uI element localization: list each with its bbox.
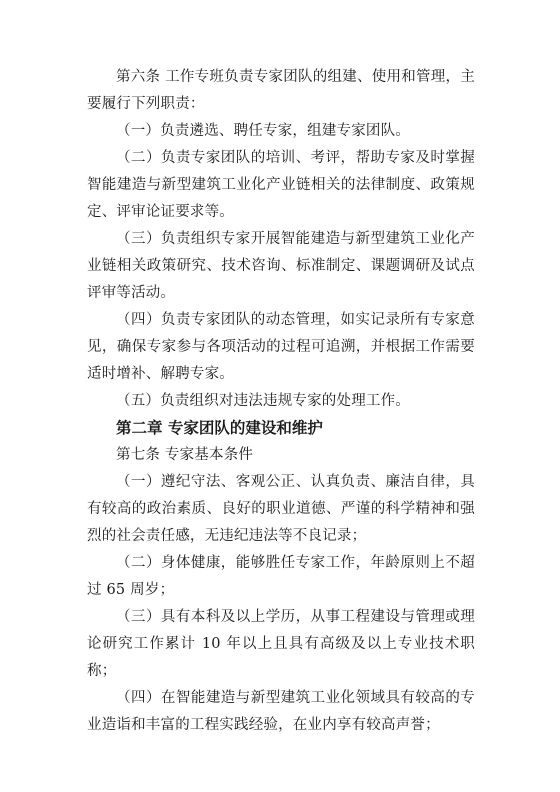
article-7-item-2: （二）身体健康，能够胜任专家工作，年龄原则上不超过 65 周岁； [87,555,475,598]
article-6-item-4: （四）负责专家团队的动态管理，如实记录所有专家意见，确保专家参与各项活动的过程可追溯，并根据工作需要适时增补、解聘专家。 [87,312,475,382]
article-6-item-5: （五）负责组织对违法违规专家的处理工作。 [116,393,410,409]
article-6-item-2: （二）负责专家团队的培训、考评，帮助专家及时掌握智能建造与新型建筑工业化产业链相关的法律制度、政策规定、评审论证要求等。 [87,150,475,220]
article-7-item-4: （四）在智能建造与新型建筑工业化领域具有较高的专业造诣和丰富的工程实践经验，在业内享有较高声誉； [87,690,475,733]
document-page [87,64,475,739]
article-7-item-3: （三）具有本科及以上学历，从事工程建设与管理或理论研究工作累计 10 年以上且具有高级及以上专业技术职称； [87,609,475,679]
chapter-2-title: 第二章 专家团队的建设和维护 [116,419,323,437]
article-7-heading: 第七条 专家基本条件 [116,447,254,463]
article-6-item-3: （三）负责组织专家开展智能建造与新型建筑工业化产业链相关政策研究、技术咨询、标准制定、课题调研及试点评审等活动。 [87,231,475,301]
article-6-heading: 第六条 工作专班负责专家团队的组建、使用和管理，主要履行下列职责： [87,69,475,112]
article-7-item-1: （一）遵纪守法、客观公正、认真负责、廉洁自律，具有较高的政治素质、良好的职业道德、严谨的科学精神和强烈的社会责任感，无违纪违法等不良记录； [87,474,475,544]
article-6-item-1: （一）负责遴选、聘任专家，组建专家团队。 [116,123,410,139]
